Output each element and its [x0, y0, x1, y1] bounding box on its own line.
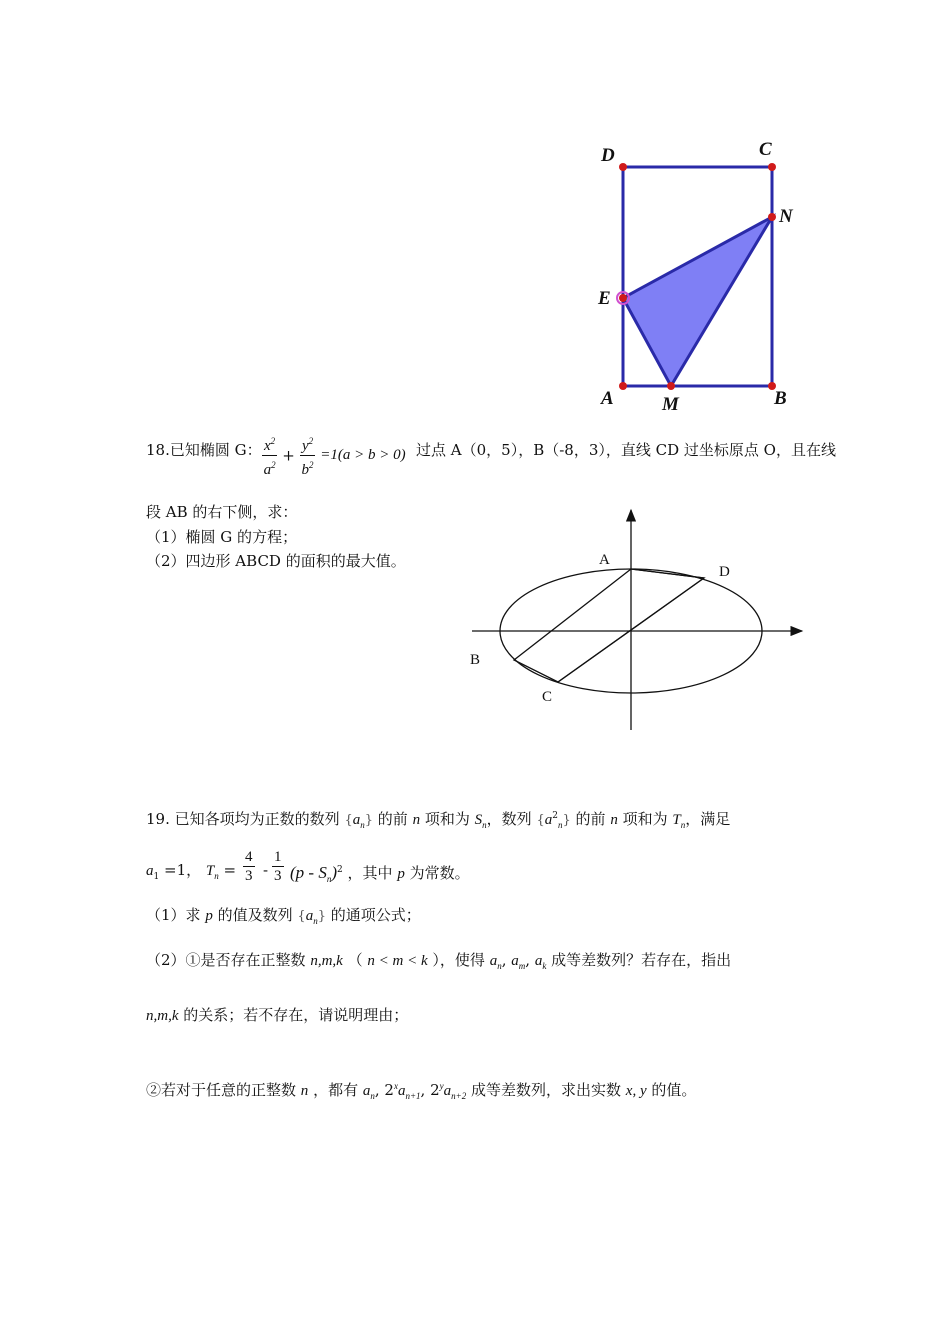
label-a: A: [601, 388, 614, 409]
label-n: N: [779, 206, 793, 227]
label-m: M: [662, 394, 679, 415]
q19-line2-tail: $(p - S_n)^2$ ，其中 p 为常数。: [290, 863, 470, 884]
fraction-y-over-b: $\frac{y^2}{b^2}$: [300, 432, 315, 479]
q18-intro: 已知椭圆 G：: [169, 441, 262, 459]
point-c: [768, 163, 776, 171]
q19-part2: （2）①是否存在正整数 n,m,k （ n < m < k ），使得 $a_n$, $a_m$, $a_k$ 成等差数列？若存在，指出: [146, 951, 732, 971]
point-a: [619, 382, 627, 390]
rectangle-figure: [590, 135, 810, 420]
point-e: [619, 294, 627, 302]
point-n: [768, 213, 776, 221]
segment-ad: [631, 569, 704, 578]
q18-line1: [146, 440, 262, 460]
ellipse-figure: [460, 500, 810, 735]
ellipse-eq-tail: =1(a > b > 0): [320, 447, 406, 463]
label-ellipse-c: C: [542, 689, 553, 705]
point-d: [619, 163, 627, 171]
label-ellipse-b: B: [470, 652, 481, 668]
q19-part3: ②若对于任意的正整数 n ，都有 $a_n$, $2^xa_{n+1}$, $2^ya_{n+2}$ 成等差数列，求出实数 x, y 的值。: [146, 1081, 697, 1101]
q18-part1: （1）椭圆 G 的方程；: [146, 528, 298, 546]
q18-part2: （2）四边形 ABCD 的面积的最大值。: [146, 552, 406, 570]
q19-minus: -: [263, 861, 269, 879]
triangle-emn: [623, 217, 772, 386]
q19-fraction-1-3: $\frac{1}{3}$: [274, 849, 282, 884]
q18-number: 18.: [146, 441, 170, 459]
q19-line1: 19. 已知各项均为正数的数列 $\{a_n\}$ 的前 n 项和为 $S_n$，数列 $\{a^2_n\}$ 的前 n 项和为 $T_n$，满足: [146, 810, 731, 830]
label-d: D: [601, 145, 615, 166]
q18-cont: 过点 A（0，5），B（-8，3），直线 CD 过坐标原点 O，且在线: [416, 441, 836, 459]
ellipse-equation: $\frac{x^2}{a^2}$ + $\frac{y^2}{b^2}$ =1(a > b > 0): [262, 432, 406, 479]
q19-part2-cont: n,m,k 的关系；若不存在，请说明理由；: [146, 1006, 409, 1024]
q19-line2: $a_1 =1$， $T_n$ =: [146, 861, 237, 882]
label-ellipse-a: A: [599, 552, 610, 568]
q18-line2: 段 AB 的右下侧，求：: [146, 503, 298, 521]
label-e: E: [598, 288, 611, 309]
fraction-x-over-a: $\frac{x^2}{a^2}$: [262, 432, 277, 479]
point-m: [667, 382, 675, 390]
label-ellipse-d: D: [719, 564, 730, 580]
label-b: B: [774, 388, 787, 409]
q19-fraction-4-3: $\frac{4}{3}$: [245, 849, 253, 884]
q19-part1: （1）求 p 的值及数列 $\{a_n\}$ 的通项公式；: [146, 906, 421, 926]
label-c: C: [759, 139, 772, 160]
